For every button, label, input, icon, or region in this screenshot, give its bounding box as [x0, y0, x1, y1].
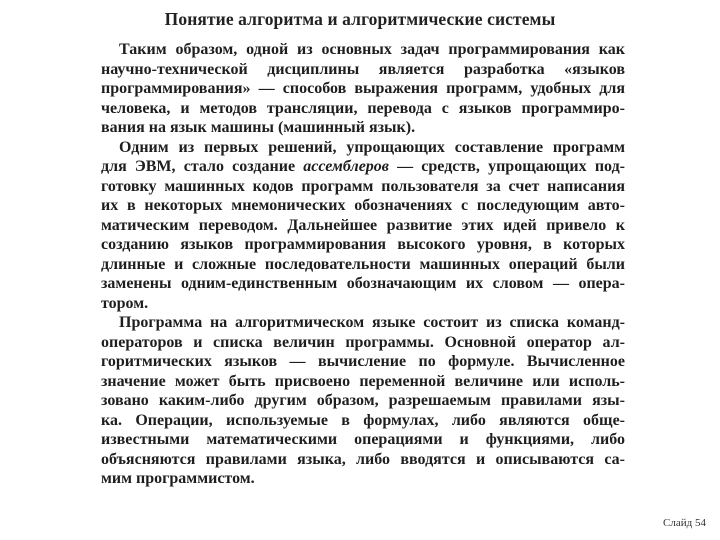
italic-term: ассемблеров [303, 158, 389, 175]
text-segment: — средств, упрощающих под- [397, 158, 625, 175]
text-line: вания на язык машины (машинный язык). [101, 119, 416, 136]
text-line: известными математическими операциями и функциями, либо [101, 431, 625, 448]
text-line: матическим переводом. Дальнейшее развитие этих идей привело к [101, 216, 625, 234]
text-line: Одним из первых решений, упрощающих составление программ [119, 138, 625, 156]
body-text [101, 40, 625, 489]
slide-title: Понятие алгоритма и алгоритмические системы [164, 9, 556, 29]
text-line: значение может быть присвоено переменной величине или исполь- [101, 372, 625, 390]
text-line: длинные и сложные последовательности машинных операций были [101, 255, 625, 273]
text-line: их в некоторых мнемонических обозначениях с последующим авто- [101, 197, 625, 214]
text-line: тором. [101, 294, 149, 312]
text-line-mixed [101, 157, 625, 177]
text-line: операторов и списка величин программы. Основной оператор ал- [101, 333, 625, 351]
text-line: человека, и методов трансляции, перевода с языков программиро- [101, 99, 625, 117]
text-line: зовано каким-либо другим образом, разрешаемым правилами язы- [101, 392, 625, 409]
slide-number: Слайд 54 [663, 517, 706, 529]
text-line: программирования» — способов выражения программ, удобных для [101, 80, 625, 97]
text-line: горитмических языков — вычисление по формуле. Вычисленное [101, 353, 625, 370]
text-line: мим программистом. [101, 470, 255, 487]
text-line: ка. Операции, используемые в формулах, либо являются обще- [101, 411, 625, 429]
text-line: объясняются правилами языка, либо вводятся и описываются са- [101, 450, 625, 468]
text-line: созданию языков программирования высокого уровня, в которых [101, 236, 625, 253]
text-line: заменены одним-единственным обозначающим их словом — опера- [101, 275, 625, 292]
text-segment: для ЭВМ, стало создание [101, 158, 296, 175]
text-line: готовку машинных кодов программ пользователя за счет написания [101, 177, 625, 195]
text-line: Программа на алгоритмическом языке состоит из списка команд- [119, 314, 625, 331]
text-line: научно-технической дисциплины является разработка «языков [101, 60, 625, 78]
text-line: Таким образом, одной из основных задач программирования как [119, 41, 625, 58]
